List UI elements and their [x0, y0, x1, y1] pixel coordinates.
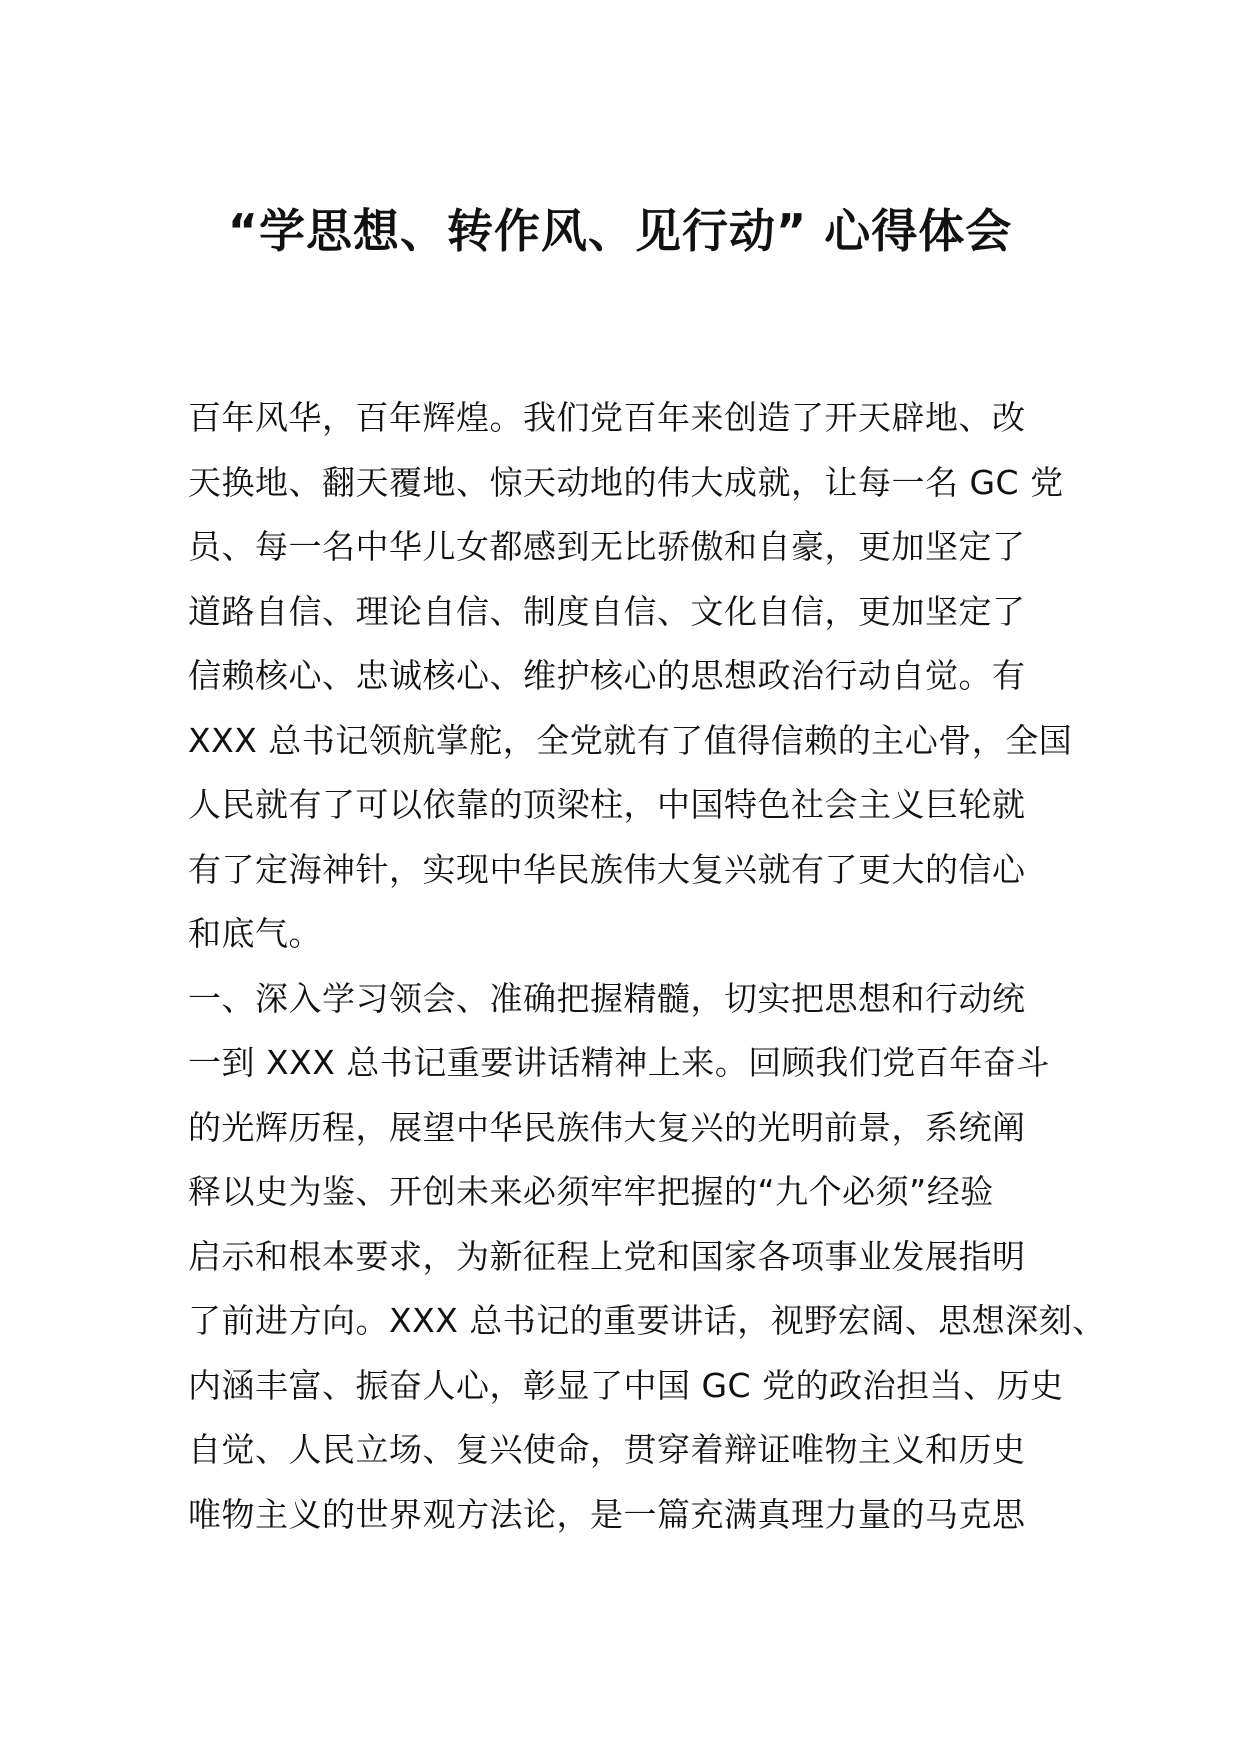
body-line: 的光辉历程，展望中华民族伟大复兴的光明前景，系统阐 [188, 1107, 1026, 1147]
body-line: 一到 XXX 总书记重要讲话精神上来。回顾我们党百年奋斗 [188, 1043, 1050, 1082]
body-line: XXX 总书记领航掌舵，全党就有了值得信赖的主心骨，全国 [188, 720, 1073, 760]
body-line: 人民就有了可以依靠的顶梁柱，中国特色社会主义巨轮就 [188, 785, 1026, 824]
body-line: 释以史为鉴、开创未来必须牢牢把握的“九个必须”经验 [188, 1172, 994, 1211]
body-line: 信赖核心、忠诚核心、维护核心的思想政治行动自觉。有 [188, 656, 1026, 695]
body-line: 有了定海神针，实现中华民族伟大复兴就有了更大的信心 [188, 849, 1026, 889]
body-line: 唯物主义的世界观方法论，是一篇充满真理力量的马克思 [188, 1494, 1026, 1534]
body-line: 了前进方向。XXX 总书记的重要讲话，视野宏阔、思想深刻、 [188, 1301, 1106, 1340]
body-line: 自觉、人民立场、复兴使命，贯穿着辩证唯物主义和历史 [188, 1430, 1026, 1469]
body-line: 内涵丰富、振奋人心，彰显了中国 GC 党的政治担当、历史 [188, 1365, 1064, 1405]
body-line: 天换地、翻天覆地、惊天动地的伟大成就，让每一名 GC 党 [188, 462, 1064, 502]
body-line: 道路自信、理论自信、制度自信、文化自信，更加坚定了 [188, 591, 1026, 631]
document-body [188, 386, 1106, 1547]
body-line: 启示和根本要求，为新征程上党和国家各项事业发展指明 [188, 1236, 1026, 1276]
body-line: 百年风华，百年辉煌。我们党百年来创造了开天辟地、改 [188, 398, 1026, 437]
document-title: “学思想、转作风、见行动” 心得体会 [227, 204, 1013, 258]
body-line: 和底气。 [188, 914, 322, 953]
body-line: 一、深入学习领会、准确把握精髓，切实把思想和行动统 [188, 978, 1026, 1018]
body-line: 员、每一名中华儿女都感到无比骄傲和自豪，更加坚定了 [188, 527, 1026, 566]
